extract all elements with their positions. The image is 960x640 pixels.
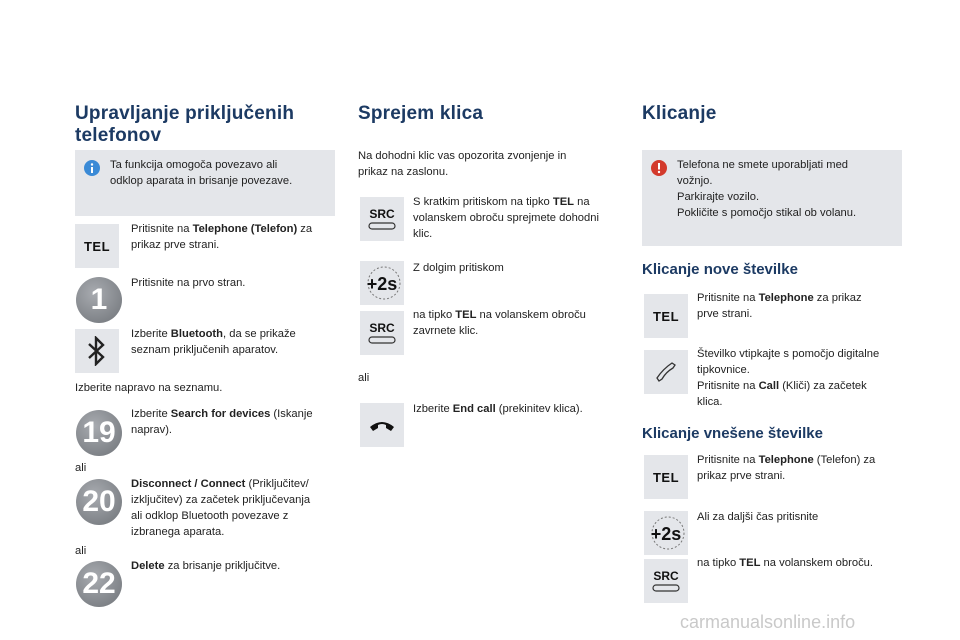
step-short-press: S kratkim pritiskom na tipko TEL na volanskem obroču sprejmete dohodni klic. (413, 196, 599, 240)
keypad-call-button (644, 350, 688, 394)
step-end-call: Izberite End call (prekinitev klica). (413, 403, 583, 415)
or-label: ali (75, 545, 87, 557)
bluetooth-button (75, 329, 119, 373)
subtitle-stored-number: Klicanje vnešene številke (642, 425, 823, 442)
src-button: SRC (360, 197, 404, 241)
step-disconnect-connect: Disconnect / Connect (Priključitev/ izključitev) za začetek priključevanja ali odklop Bluetooth povezave z izbranega aparata. (131, 478, 311, 538)
handset-icon (653, 359, 679, 385)
step-first-page: Pritisnite na prvo stran. (131, 277, 246, 289)
src-button: SRC (360, 311, 404, 355)
step-telephone: Pritisnite na Telephone za prikaz prve strani. (697, 292, 862, 320)
step-long-press: Ali za daljši čas pritisnite (697, 511, 819, 523)
step-bluetooth: Izberite Bluetooth, da se prikaže seznam priključenih aparatov. (131, 328, 296, 356)
tel-button: TEL (75, 224, 119, 268)
end-call-button (360, 403, 404, 447)
handset-icon (652, 583, 680, 593)
step-reject-call: na tipko TEL na volanskem obroču zavrnete klic. (413, 309, 586, 337)
warning-text: Telefona ne smete uporabljati med vožnjo. Parkirajte vozilo. Pokličite s pomočjo stikal ob volanu. (677, 159, 857, 219)
hang-up-icon (367, 415, 397, 435)
step-delete: Delete za brisanje priključitve. (131, 560, 281, 572)
section-title-receive-call: Sprejem klica (358, 103, 484, 124)
info-icon (84, 160, 100, 176)
section-title-calling: Klicanje (642, 103, 717, 124)
section-title-connected-phones: Upravljanje priključenih telefonov (75, 103, 295, 146)
step-number-badge: 20 (76, 479, 122, 525)
watermark: carmanualsonline.info (680, 612, 856, 632)
svg-text:+2s: +2s (366, 274, 398, 294)
svg-text:+2s: +2s (650, 524, 682, 544)
long-press-2s-button (360, 261, 404, 305)
or-label: ali (358, 372, 370, 384)
step-press-tel: na tipko TEL na volanskem obroču. (697, 557, 873, 569)
step-telephone: Pritisnite na Telephone (Telefon) za prikaz prve strani. (131, 223, 313, 251)
step-long-press: Z dolgim pritiskom (413, 262, 504, 274)
step-number-badge: 1 (76, 277, 122, 323)
step-telephone: Pritisnite na Telephone (Telefon) za prikaz prve strani. (697, 454, 876, 482)
src-button: SRC (644, 559, 688, 603)
or-label: ali (75, 462, 87, 474)
warning-icon (651, 160, 667, 176)
step-dial-number: Številko vtipkajte s pomočjo digitalne tipkovnice. Pritisnite na Call (Kliči) za začetek klica. (697, 348, 880, 408)
handset-icon (368, 335, 396, 345)
step-search-devices: Izberite Search for devices (Iskanje naprav). (131, 408, 313, 436)
subtitle-new-number: Klicanje nove številke (642, 261, 798, 278)
step-number-badge: 22 (76, 561, 122, 607)
handset-icon (368, 221, 396, 231)
info-text: Ta funkcija omogoča povezavo ali odklop aparata in brisanje povezave. (110, 159, 293, 187)
step-select-device: Izberite napravo na seznamu. (75, 382, 223, 394)
intro-text: Na dohodni klic vas opozorita zvonjenje in prikaz na zaslonu. (358, 150, 567, 178)
bluetooth-icon (86, 336, 108, 366)
long-press-2s-button (644, 511, 688, 555)
tel-button: TEL (644, 294, 688, 338)
clock-icon (646, 513, 686, 553)
step-number-badge: 19 (76, 410, 122, 456)
tel-button: TEL (644, 455, 688, 499)
clock-icon (362, 263, 402, 303)
